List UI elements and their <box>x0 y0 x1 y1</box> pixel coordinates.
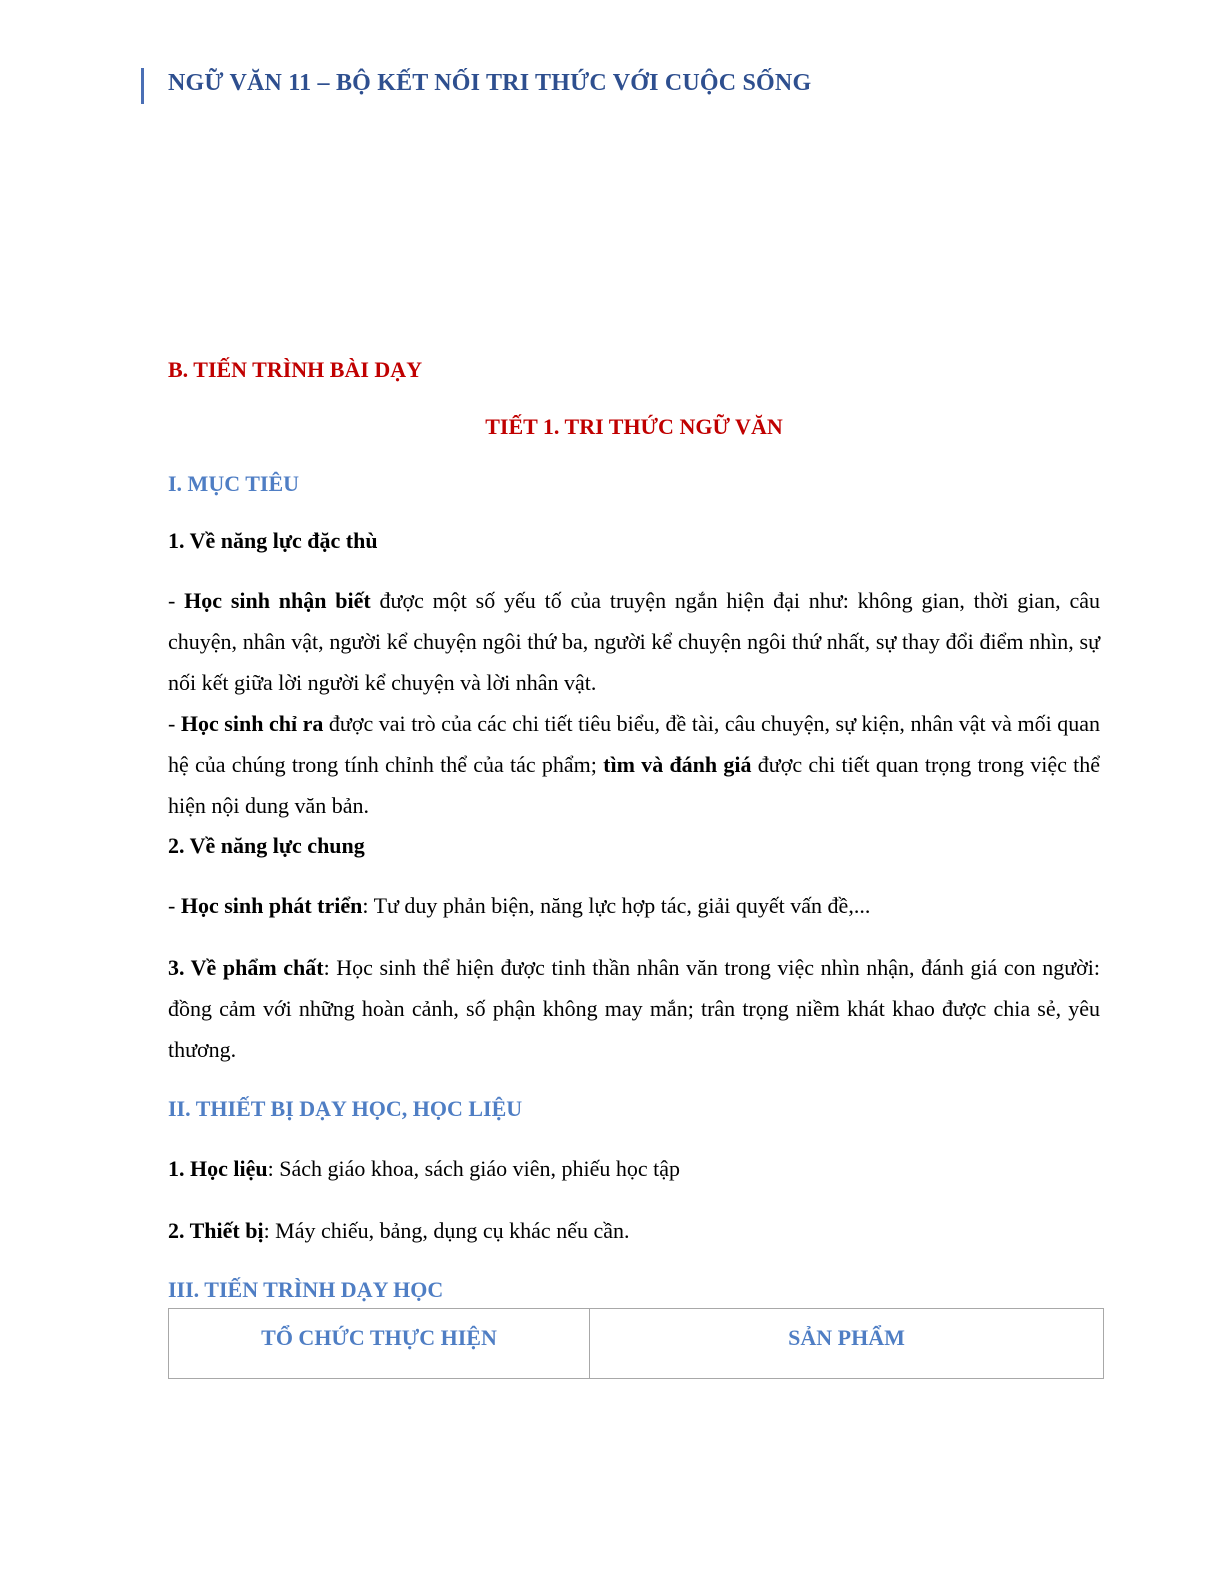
header-accent-bar <box>141 68 144 104</box>
page-header-title: NGỮ VĂN 11 – BỘ KẾT NỐI TRI THỨC VỚI CUỘC SỐNG <box>168 70 812 96</box>
heading-teaching-process: III. TIẾN TRÌNH DẠY HỌC <box>168 1277 444 1302</box>
paragraph-point-out: - Học sinh chỉ ra được vai trò của các chi tiết tiêu biểu, đề tài, câu chuyện, sự kiện, nhân vật và mối quan hệ của chúng trong tính chỉnh thể của tác phẩm; tìm và đánh giá được chi tiết quan trọng trong việc thể hiện nội dung văn bản. <box>168 711 1100 818</box>
bold-recognize: Học sinh nhận biết <box>184 588 371 613</box>
lesson-title: TIẾT 1. TRI THỨC NGỮ VĂN <box>485 414 783 439</box>
bold-find-evaluate: tìm và đánh giá <box>603 752 752 777</box>
text-recognize: được một số yếu tố của truyện ngắn hiện đại như: không gian, thời gian, câu chuyện, nhân vật, người kể chuyện ngôi thứ ba, người kể chuyện ngôi thứ nhất, sự thay đổi điểm nhìn, sự nối kết giữa lời người kể chuyện và lời nhân vật. <box>168 588 1100 695</box>
bold-develop: Học sinh phát triển <box>180 893 363 918</box>
text-develop: : Tư duy phản biện, năng lực hợp tác, giải quyết vấn đề,... <box>362 893 871 918</box>
paragraph-qualities <box>168 947 1100 1070</box>
bold-qualities: 3. Về phẩm chất <box>168 955 324 980</box>
text-qualities: : Học sinh thể hiện được tinh thần nhân văn trong việc nhìn nhận, đánh giá con người: đồng cảm với những hoàn cảnh, số phận không may mắn; trân trọng niềm khát khao được chia sẻ, yêu thương. <box>168 955 1100 1062</box>
text-point-out: được vai trò của các chi tiết tiêu biểu, đề tài, câu chuyện, sự kiện, nhân vật và mối quan hệ của chúng trong tính chỉnh thể của tác phẩm; <box>168 711 1100 777</box>
section-b-heading: B. TIẾN TRÌNH BÀI DẠY <box>168 357 423 382</box>
heading-equipment: II. THIẾT BỊ DẠY HỌC, HỌC LIỆU <box>168 1096 523 1121</box>
item-devices <box>168 1210 1100 1251</box>
bold-materials: 1. Học liệu <box>168 1156 268 1181</box>
subheading-specific-competence: 1. Về năng lực đặc thù <box>168 528 378 553</box>
paragraph-develop: - Học sinh phát triển: Tư duy phản biện, năng lực hợp tác, giải quyết vấn đề,... <box>168 893 871 918</box>
bold-point-out: Học sinh chỉ ra <box>180 711 324 736</box>
subheading-general-competence: 2. Về năng lực chung <box>168 833 365 858</box>
text-devices: : Máy chiếu, bảng, dụng cụ khác nếu cần. <box>263 1218 630 1243</box>
process-table <box>168 1308 1104 1379</box>
bold-devices: 2. Thiết bị <box>168 1218 264 1243</box>
heading-objectives: I. MỤC TIÊU <box>168 471 300 496</box>
table-header-product: SẢN PHẨM <box>788 1325 905 1350</box>
text-find-evaluate: được chi tiết quan trọng trong việc thể hiện nội dung văn bản. <box>168 752 1100 818</box>
paragraph-recognize: - Học sinh nhận biết được một số yếu tố của truyện ngắn hiện đại như: không gian, thời gian, câu chuyện, nhân vật, người kể chuyện ngôi thứ ba, người kể chuyện ngôi thứ nhất, sự thay đổi điểm nhìn, sự nối kết giữa lời người kể chuyện và lời nhân vật. <box>168 588 1100 695</box>
text-materials: : Sách giáo khoa, sách giáo viên, phiếu học tập <box>267 1156 680 1181</box>
table-header-organization: TỔ CHỨC THỰC HIỆN <box>169 1309 590 1378</box>
document-body <box>168 352 1100 1308</box>
item-materials <box>168 1148 1100 1189</box>
